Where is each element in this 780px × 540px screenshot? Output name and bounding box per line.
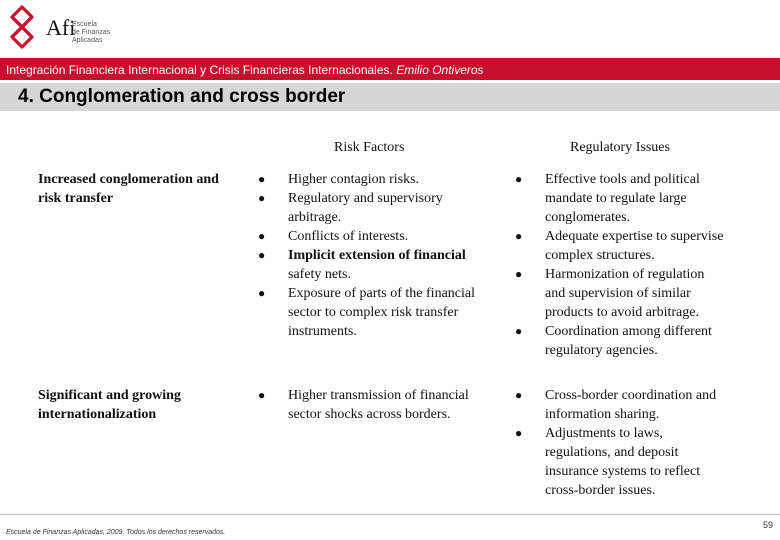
bullet-icon: ●: [515, 267, 523, 281]
page-number: 59: [763, 520, 774, 530]
header-author: Emilio Ontiveros: [396, 63, 484, 77]
list-item: ● Effective tools and political mandate to regulate large conglomerates.: [515, 172, 700, 225]
bullet-icon: ●: [515, 172, 523, 186]
header-course-title: Integración Financiera Internacional y Crisis Financieras Internacionales. Emilio Ontiveros: [6, 63, 484, 77]
logo-subtitle: Escuela de Finanzas Aplicadas: [72, 21, 111, 44]
footer-divider: [0, 514, 780, 515]
afi-knot-icon: [6, 5, 38, 49]
list-item: ● Implicit extension of financial safety nets.: [258, 248, 466, 282]
regulatory-list-internationalization: [515, 386, 770, 500]
regulatory-list-conglomeration: [515, 170, 770, 360]
list-item: ● Conflicts of interests.: [258, 229, 409, 244]
risk-list-conglomeration: [258, 170, 498, 341]
row-label-conglomeration: Increased conglomeration and risk transfer: [38, 172, 219, 206]
list-item: ● Regulatory and supervisory arbitrage.: [258, 191, 443, 225]
list-item: ● Exposure of parts of the financial sector to complex risk transfer instruments.: [258, 286, 475, 339]
list-item: ● Coordination among different regulatory agencies.: [515, 324, 712, 358]
column-header-regulatory-issues: Regulatory Issues: [570, 140, 670, 155]
list-item: ● Higher contagion risks.: [258, 172, 420, 187]
afi-logo: [6, 5, 116, 53]
list-item: ● Harmonization of regulation and supervision of similar products to avoid arbitrage.: [515, 267, 705, 320]
list-item: ● Adequate expertise to supervise complex structures.: [515, 229, 724, 263]
bullet-icon: ●: [515, 324, 523, 338]
bullet-icon: ●: [258, 172, 266, 186]
bullet-icon: ●: [258, 191, 266, 205]
bullet-icon: ●: [258, 248, 266, 262]
slide-title: 4. Conglomeration and cross border: [18, 86, 346, 107]
bullet-icon: ●: [258, 286, 266, 300]
bullet-icon: ●: [515, 426, 523, 440]
column-header-risk-factors: Risk Factors: [334, 140, 405, 155]
list-item: ● Higher transmission of financial sector shocks across borders.: [258, 388, 469, 422]
list-item: ● Adjustments to laws, regulations, and deposit insurance systems to reflect cross-border issues.: [515, 426, 701, 498]
bullet-icon: ●: [258, 388, 266, 402]
risk-list-internationalization: [258, 386, 498, 424]
footer-copyright: Escuela de Finanzas Aplicadas, 2009. Todos los derechos reservados.: [6, 529, 226, 536]
logo-name: Afi: [46, 15, 76, 40]
bullet-icon: ●: [515, 388, 523, 402]
bullet-icon: ●: [515, 229, 523, 243]
row-label-internationalization: Significant and growing internationalization: [38, 388, 181, 422]
bullet-icon: ●: [258, 229, 266, 243]
list-item: ● Cross-border coordination and information sharing.: [515, 388, 717, 422]
